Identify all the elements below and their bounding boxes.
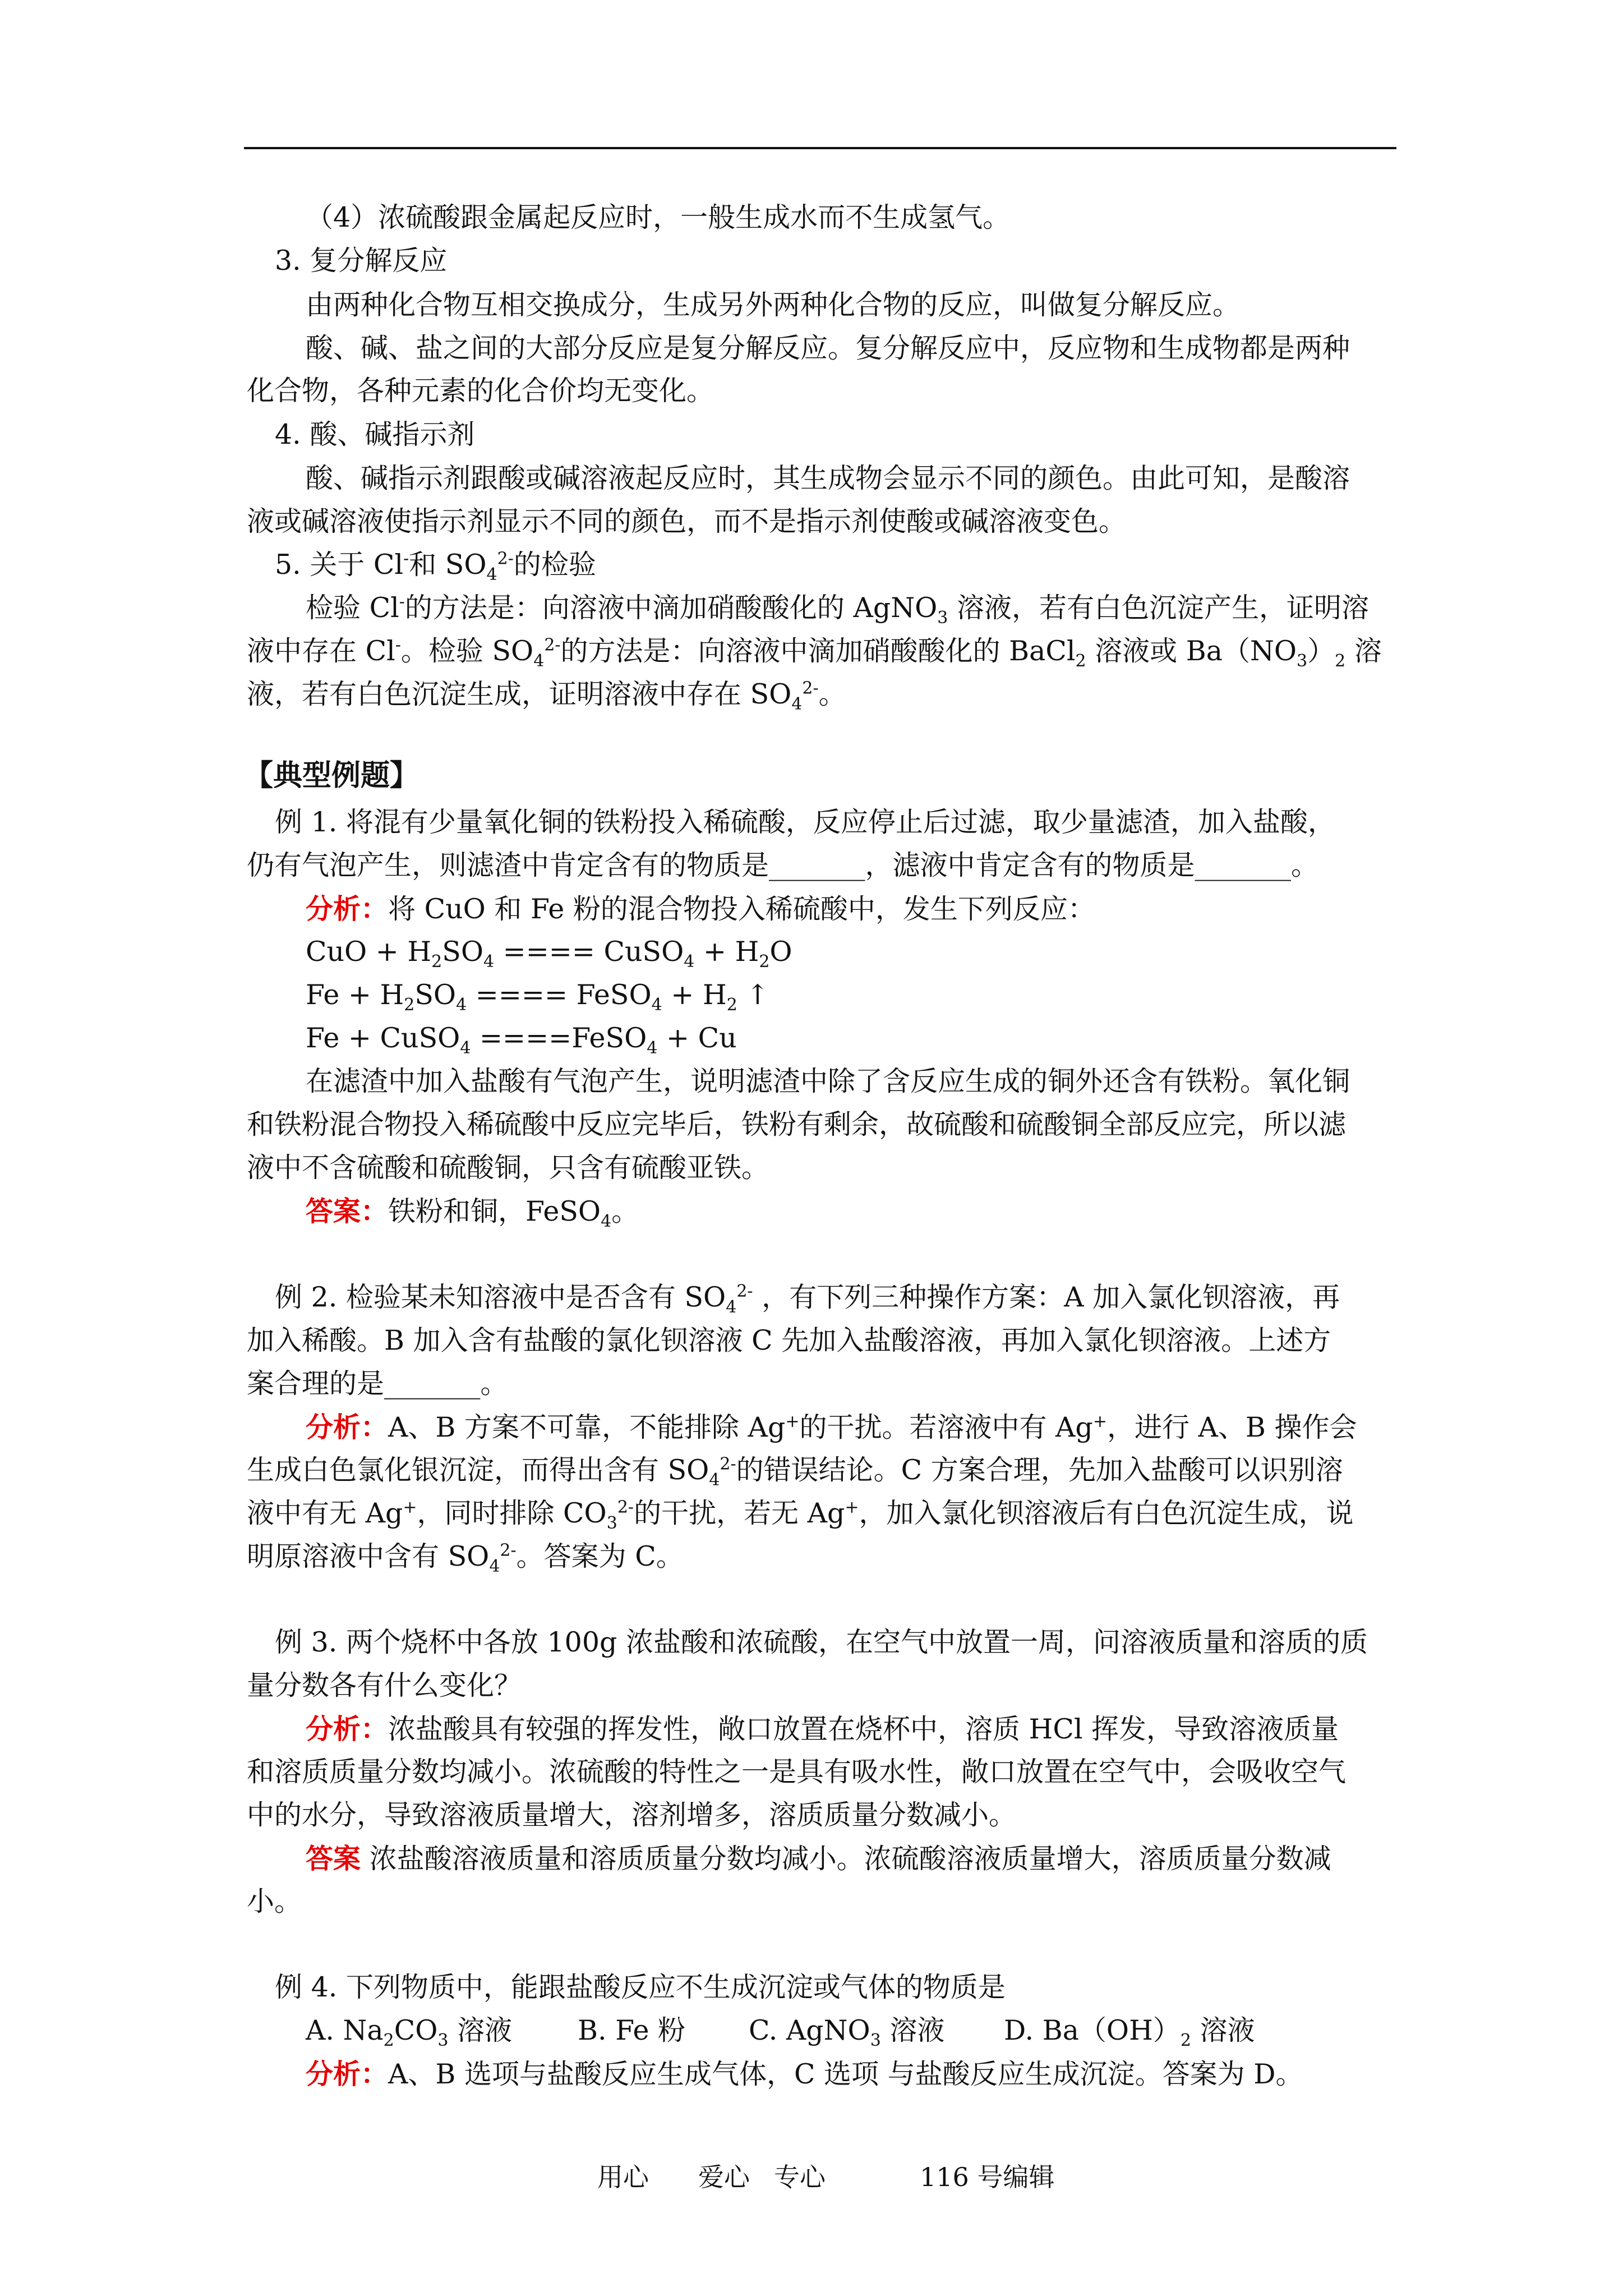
- subscript: 4: [460, 1038, 471, 1058]
- question-line: [275, 1276, 1340, 1319]
- text-span: 。: [611, 1195, 639, 1227]
- text-span: SO: [442, 936, 484, 968]
- footer-text: 专心: [774, 2162, 826, 2192]
- text-span: 明原溶液中含有 SO: [247, 1540, 490, 1572]
- option-b: [578, 2009, 685, 2052]
- text-span: A. Na: [306, 2014, 384, 2046]
- subscript: 2: [383, 2030, 394, 2050]
- superscript: -: [395, 635, 401, 655]
- text-span: O: [769, 936, 792, 968]
- subscript: 4: [601, 1211, 612, 1231]
- text-span: C. AgNO: [749, 2014, 870, 2046]
- subscript: 2: [431, 951, 442, 972]
- subscript: 4: [483, 951, 495, 972]
- analysis-label: 分析：: [306, 892, 389, 925]
- subscript: 4: [533, 651, 545, 671]
- text-span: + H: [662, 979, 727, 1011]
- analysis-label: 分析：: [306, 1411, 389, 1443]
- answer-line: [247, 1880, 302, 1923]
- text-span: ，有下列三种操作方案：A 加入氯化钡溶液，再: [753, 1281, 1340, 1313]
- analysis-line: [306, 1060, 1350, 1103]
- text-span: 液或碱溶液使指示剂显示不同的颜色，而不是指示剂使酸或碱溶液变色。: [247, 505, 1127, 537]
- text-line: [306, 457, 1350, 500]
- text-span: 加入稀酸。B 加入含有盐酸的氯化钡溶液 C 先加入盐酸溶液，再加入氯化钡溶液。上述方: [247, 1324, 1331, 1356]
- text-line: [247, 630, 1382, 673]
- subscript: 3: [870, 2030, 881, 2050]
- text-span: （4）浓硫酸跟金属起反应时，一般生成水而不生成氢气。: [306, 201, 1011, 233]
- superscript: 2-: [497, 549, 514, 569]
- subscript: 2: [1335, 651, 1346, 671]
- text-span: 的干扰，若无 Ag: [634, 1497, 845, 1529]
- text-span: 液中有无 Ag: [247, 1497, 403, 1529]
- text-span: 例 3. 两个烧杯中各放 100g 浓盐酸和浓硫酸，在空气中放置一周，问溶液质量和溶质的质: [275, 1626, 1368, 1658]
- text-span: 。: [818, 678, 846, 710]
- text-span: 的错误结论。C 方案合理，先加入盐酸可以识别溶: [736, 1454, 1343, 1486]
- subscript: 4: [486, 564, 497, 585]
- header-rule: [244, 147, 1396, 149]
- text-span: CuO + H: [306, 936, 432, 968]
- text-span: 生成白色氯化银沉淀，而得出含有 SO: [247, 1454, 709, 1486]
- footer-text: 爱心: [698, 2162, 750, 2192]
- text-span: 在滤渣中加入盐酸有气泡产生，说明滤渣中除了含反应生成的铜外还含有铁粉。氧化铜: [306, 1065, 1350, 1097]
- answer-line: [306, 1190, 639, 1233]
- question-line: [247, 1319, 1331, 1362]
- question-line: [247, 1363, 508, 1405]
- analysis-line: [306, 887, 1095, 931]
- text-span: 例 2. 检验某未知溶液中是否含有 SO: [275, 1281, 726, 1313]
- text-span: 4. 酸、碱指示剂: [275, 418, 475, 450]
- subscript: 3: [437, 2030, 449, 2050]
- footer-text: 用心: [597, 2162, 649, 2192]
- text-line: [306, 196, 1010, 239]
- superscript: +: [785, 1411, 800, 1432]
- subscript: 4: [726, 1297, 737, 1317]
- text-line: [306, 327, 1350, 370]
- subscript: 4: [651, 995, 662, 1015]
- text-span: 3. 复分解反应: [275, 245, 448, 277]
- text-span: 溶液: [1191, 2014, 1255, 2046]
- text-span: 的干扰。若溶液中有 Ag: [799, 1411, 1093, 1443]
- equation-line: [306, 1017, 737, 1060]
- analysis-line: [247, 1535, 684, 1578]
- text-span: + Cu: [657, 1022, 737, 1054]
- superscript: 2-: [617, 1497, 634, 1517]
- text-span: D. Ba（OH）: [1004, 2014, 1181, 2046]
- text-span: 小。: [247, 1885, 302, 1917]
- text-span: 的方法是：向溶液中滴加硝酸酸化的 BaCl: [560, 635, 1076, 667]
- text-span: 检验 Cl: [306, 592, 399, 624]
- text-span: 的检验: [513, 549, 596, 581]
- question-line: [275, 801, 1335, 844]
- text-line: [247, 370, 714, 412]
- superscript: -: [403, 549, 409, 569]
- superscript: 2-: [720, 1454, 736, 1474]
- subscript: 2: [726, 995, 737, 1015]
- text-span: 【典型例题】: [244, 758, 419, 793]
- text-span: 浓盐酸溶液质量和溶质质量分数均减小。浓硫酸溶液质量增大，溶质质量分数减: [361, 1843, 1331, 1875]
- subscript: 4: [791, 694, 803, 714]
- text-span: Fe + H: [306, 979, 404, 1011]
- text-span: 例 4. 下列物质中，能跟盐酸反应不生成沉淀或气体的物质是: [275, 1971, 1006, 2003]
- option-c: [749, 2009, 944, 2052]
- text-span: 溶液，若有白色沉淀产生，证明溶: [948, 592, 1369, 624]
- text-span: 液中不含硫酸和硫酸铜，只含有硫酸亚铁。: [247, 1152, 769, 1184]
- option-a: [306, 2009, 512, 2052]
- text-span: B. Fe 粉: [578, 2014, 686, 2046]
- subscript: 2: [404, 995, 415, 1015]
- analysis-label: 分析：: [306, 2058, 389, 2090]
- superscript: 2-: [736, 1281, 753, 1301]
- analysis-line: [247, 1751, 1346, 1793]
- text-span: 酸、碱、盐之间的大部分反应是复分解反应。复分解反应中，反应物和生成物都是两种: [306, 332, 1350, 364]
- text-span: 溶液或 Ba（NO: [1086, 635, 1297, 667]
- text-span: 例 1. 将混有少量氧化铜的铁粉投入稀硫酸，反应停止后过滤，取少量滤渣，加入盐酸，: [275, 806, 1335, 838]
- answer-label: 答案：: [306, 1195, 389, 1227]
- heading-line: [275, 240, 447, 282]
- text-line: [306, 284, 1240, 326]
- subscript: 3: [606, 1513, 617, 1533]
- subscript: 3: [1297, 651, 1308, 671]
- subscript: 2: [1075, 651, 1086, 671]
- question-line: [247, 844, 1318, 887]
- text-span: A、B 方案不可靠，不能排除 Ag: [388, 1411, 786, 1443]
- equation-line: [306, 931, 792, 973]
- question-line: [275, 1621, 1368, 1664]
- text-span: 液中存在 Cl: [247, 635, 395, 667]
- subscript: 4: [647, 1038, 658, 1058]
- superscript: +: [403, 1497, 417, 1517]
- subscript: 2: [759, 951, 770, 972]
- text-span: ↑: [737, 979, 769, 1011]
- equation-line: [306, 974, 769, 1016]
- superscript: 2-: [544, 635, 561, 655]
- text-span: ==== FeSO: [467, 979, 652, 1011]
- section-title: [244, 754, 419, 797]
- text-span: 的方法是：向溶液中滴加硝酸酸化的 AgNO: [404, 592, 938, 624]
- superscript: -: [399, 592, 405, 612]
- text-span: ，同时排除 CO: [417, 1497, 607, 1529]
- heading-line: [275, 544, 596, 586]
- text-span: ，进行 A、B 操作会: [1106, 1411, 1357, 1443]
- text-span: 溶液: [880, 2014, 945, 2046]
- subscript: 4: [489, 1556, 500, 1576]
- answer-line: [306, 1837, 1331, 1880]
- subscript: 4: [456, 995, 467, 1015]
- text-span: 。检验 SO: [400, 635, 534, 667]
- question-line: [275, 1966, 1006, 2009]
- text-span: Fe + CuSO: [306, 1022, 460, 1054]
- analysis-line: [247, 1449, 1343, 1492]
- analysis-label: 分析：: [306, 1713, 389, 1745]
- text-line: [247, 673, 846, 716]
- subscript: 2: [1180, 2030, 1191, 2050]
- text-span: 溶液: [448, 2014, 513, 2046]
- analysis-line: [306, 2053, 1303, 2096]
- superscript: +: [845, 1497, 859, 1517]
- text-span: ）: [1307, 635, 1335, 667]
- text-span: 浓盐酸具有较强的挥发性，敞口放置在烧杯中，溶质 HCl 挥发，导致溶液质量: [388, 1713, 1339, 1745]
- text-span: 量分数各有什么变化？: [247, 1669, 522, 1701]
- superscript: 2-: [802, 678, 819, 698]
- text-span: 和铁粉混合物投入稀硫酸中反应完毕后，铁粉有剩余，故硫酸和硫酸铜全部反应完，所以滤: [247, 1108, 1347, 1140]
- text-line: [306, 587, 1369, 629]
- text-span: 化合物，各种元素的化合价均无变化。: [247, 375, 714, 407]
- text-span: ，加入氯化钡溶液后有白色沉淀生成，说: [859, 1497, 1354, 1529]
- analysis-line: [247, 1103, 1346, 1146]
- text-span: 液，若有白色沉淀生成，证明溶液中存在 SO: [247, 678, 792, 710]
- answer-label: 答案: [306, 1842, 361, 1875]
- text-span: SO: [414, 979, 457, 1011]
- text-span: A、B 选项与盐酸反应生成气体，C 选项 与盐酸反应生成沉淀。答案为 D。: [388, 2058, 1303, 2090]
- analysis-line: [306, 1406, 1357, 1449]
- text-span: + H: [694, 936, 759, 968]
- subscript: 4: [709, 1470, 720, 1490]
- subscript: 3: [937, 608, 948, 628]
- analysis-line: [247, 1794, 1016, 1837]
- superscript: 2-: [500, 1540, 517, 1561]
- text-span: 和 SO: [409, 549, 487, 581]
- text-span: CO: [394, 2014, 438, 2046]
- text-span: 由两种化合物互相交换成分，生成另外两种化合物的反应，叫做复分解反应。: [306, 289, 1241, 321]
- text-span: 将 CuO 和 Fe 粉的混合物投入稀硫酸中，发生下列反应：: [388, 893, 1095, 925]
- text-span: 案合理的是_______。: [247, 1368, 508, 1400]
- analysis-line: [247, 1492, 1354, 1535]
- text-line: [247, 500, 1126, 543]
- text-span: 酸、碱指示剂跟酸或碱溶液起反应时，其生成物会显示不同的颜色。由此可知，是酸溶: [306, 462, 1350, 494]
- subscript: 4: [684, 951, 695, 972]
- superscript: +: [1092, 1411, 1107, 1432]
- text-span: 和溶质质量分数均减小。浓硫酸的特性之一是具有吸水性，敞口放置在空气中，会吸收空气: [247, 1756, 1347, 1788]
- analysis-line: [306, 1708, 1339, 1751]
- footer-text: 116 号编辑: [920, 2162, 1055, 2192]
- question-line: [247, 1664, 522, 1707]
- text-span: 仍有气泡产生，则滤渣中肯定含有的物质是_______，滤液中肯定含有的物质是_______。: [247, 849, 1319, 881]
- option-d: [1004, 2009, 1255, 2052]
- text-span: 中的水分，导致溶液质量增大，溶剂增多，溶质质量分数减小。: [247, 1799, 1017, 1831]
- text-span: 铁粉和铜，FeSO: [388, 1195, 601, 1227]
- text-span: ====FeSO: [471, 1022, 647, 1054]
- text-span: 5. 关于 Cl: [275, 549, 404, 581]
- heading-line: [275, 413, 474, 456]
- text-span: 。答案为 C。: [516, 1540, 684, 1572]
- text-span: 溶: [1345, 635, 1382, 667]
- analysis-line: [247, 1147, 769, 1189]
- text-span: ==== CuSO: [494, 936, 684, 968]
